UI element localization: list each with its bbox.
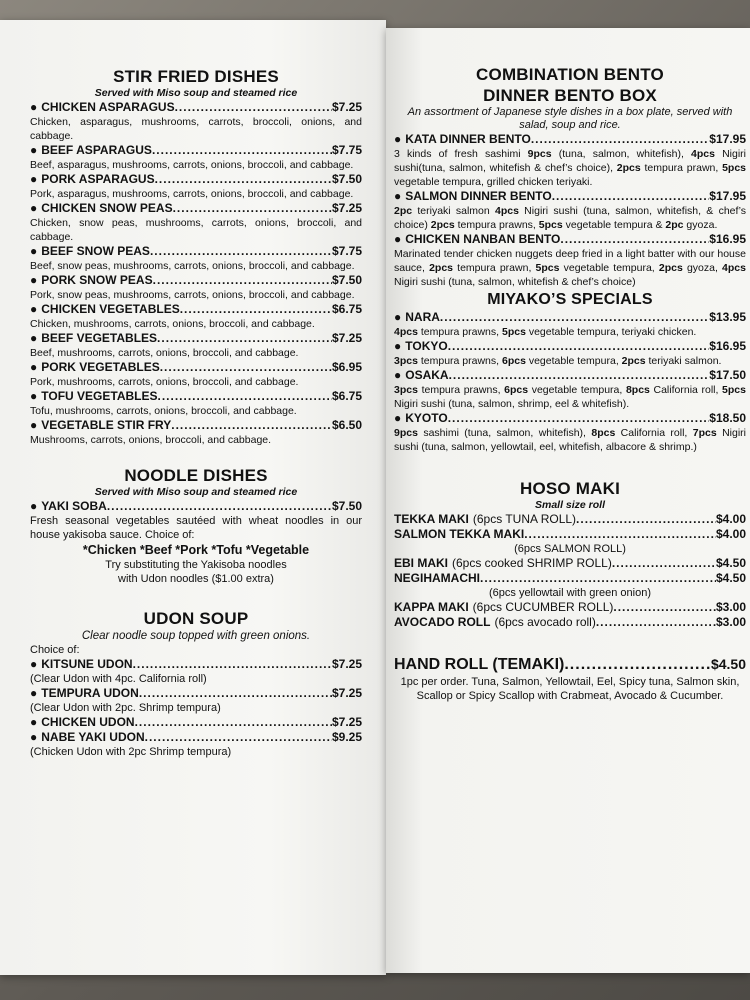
bullet-icon: ● bbox=[30, 686, 38, 700]
item-line bbox=[30, 201, 362, 216]
item-line bbox=[394, 571, 746, 586]
leader-dots bbox=[564, 655, 711, 675]
bullet-icon: ● bbox=[30, 100, 38, 114]
section-udon bbox=[30, 608, 362, 759]
item-price: $7.50 bbox=[331, 499, 362, 513]
item-description: Fresh seasonal vegetables sautéed with wheat noodles in our house yakisoba sauce. Choice of: bbox=[30, 515, 362, 541]
leader-dots bbox=[596, 615, 716, 630]
item-name: SALMON TEKKA MAKI bbox=[394, 527, 525, 541]
item-line bbox=[394, 132, 746, 147]
item-name: NEGIHAMACHI bbox=[394, 571, 480, 585]
leader-dots bbox=[560, 232, 709, 247]
item-line bbox=[394, 527, 746, 542]
section-subtitle: Served with Miso soup and steamed rice bbox=[94, 87, 298, 99]
item-name: BEEF ASPARAGUS bbox=[41, 143, 152, 157]
item-description: Mushrooms, carrots, onions, broccoli, and cabbage. bbox=[30, 434, 272, 446]
leader-dots bbox=[175, 100, 332, 115]
menu-item bbox=[30, 244, 362, 273]
item-price: $7.25 bbox=[331, 715, 362, 729]
leader-dots bbox=[449, 368, 710, 383]
item-description: Pork, snow peas, mushrooms, carrots, onions, broccoli, and cabbage. bbox=[30, 289, 355, 301]
menu-item bbox=[30, 730, 362, 759]
item-name: KITSUNE UDON bbox=[41, 657, 133, 671]
bullet-icon: ● bbox=[394, 132, 402, 146]
item-name: PORK SNOW PEAS bbox=[41, 273, 153, 287]
leader-dots bbox=[152, 143, 332, 158]
leader-dots bbox=[180, 302, 332, 317]
bullet-icon: ● bbox=[394, 232, 402, 246]
item-price: $17.50 bbox=[709, 368, 746, 382]
section-title: COMBINATION BENTO bbox=[476, 65, 664, 84]
item-price: $3.00 bbox=[715, 600, 746, 614]
section-title: MIYAKO’S SPECIALS bbox=[487, 291, 653, 308]
item-description: Pork, mushrooms, carrots, onions, broccoli, and cabbage. bbox=[30, 376, 299, 388]
bullet-icon: ● bbox=[394, 339, 402, 353]
item-name: CHICKEN VEGETABLES bbox=[41, 302, 180, 316]
item-line bbox=[394, 556, 746, 571]
item-name: NABE YAKI UDON bbox=[41, 730, 145, 744]
leader-dots bbox=[139, 686, 332, 701]
item-name: VEGETABLE STIR FRY bbox=[41, 418, 172, 432]
item-description: Chicken, asparagus, mushrooms, carrots, broccoli, onions, and cabbage. bbox=[30, 116, 362, 142]
bullet-icon: ● bbox=[30, 730, 38, 744]
item-name: AVOCADO ROLL bbox=[394, 615, 491, 629]
choice-options: *Chicken *Beef *Pork *Tofu *Vegetable bbox=[82, 543, 310, 557]
item-line bbox=[30, 730, 362, 745]
item-name: PORK VEGETABLES bbox=[41, 360, 160, 374]
left-column bbox=[30, 66, 362, 759]
item-name: NARA bbox=[405, 310, 440, 324]
section-subtitle: Served with Miso soup and steamed rice bbox=[94, 486, 298, 498]
item-name: OSAKA bbox=[405, 368, 449, 382]
menu-item bbox=[394, 310, 746, 339]
item-line bbox=[394, 189, 746, 204]
bullet-icon: ● bbox=[30, 143, 38, 157]
bento-list bbox=[394, 132, 746, 289]
item-line bbox=[394, 615, 746, 630]
leader-dots bbox=[150, 244, 332, 259]
item-line bbox=[30, 389, 362, 404]
leader-dots bbox=[576, 512, 716, 527]
leader-dots bbox=[448, 339, 710, 354]
menu-item bbox=[394, 368, 746, 411]
item-description: Beef, snow peas, mushrooms, carrots, onions, broccoli, and cabbage. bbox=[30, 260, 355, 272]
item-line bbox=[30, 331, 362, 346]
leader-dots bbox=[155, 172, 332, 187]
item-description: Pork, asparagus, mushrooms, carrots, onions, broccoli, and cabbage. bbox=[30, 188, 354, 200]
item-line bbox=[394, 339, 746, 354]
menu-item bbox=[394, 232, 746, 289]
menu-item bbox=[30, 100, 362, 143]
item-name: TOFU VEGETABLES bbox=[41, 389, 158, 403]
item-price: $17.95 bbox=[709, 132, 746, 146]
item-name: TEMPURA UDON bbox=[41, 686, 139, 700]
item-description: Beef, asparagus, mushrooms, carrots, onions, broccoli, and cabbage. bbox=[30, 159, 354, 171]
leader-dots bbox=[171, 418, 332, 433]
item-line bbox=[30, 244, 362, 259]
item-line bbox=[394, 512, 746, 527]
item-description: Tofu, mushrooms, carrots, onions, broccoli, and cabbage. bbox=[30, 405, 297, 417]
leader-dots bbox=[133, 657, 332, 672]
leader-dots bbox=[160, 360, 332, 375]
item-price: $4.50 bbox=[715, 556, 746, 570]
bullet-icon: ● bbox=[30, 273, 38, 287]
item-price: $7.75 bbox=[331, 244, 362, 258]
menu-item bbox=[30, 273, 362, 302]
leader-dots bbox=[613, 600, 716, 615]
item-name: CHICKEN UDON bbox=[41, 715, 135, 729]
section-title: UDON SOUP bbox=[143, 609, 249, 628]
bullet-icon: ● bbox=[30, 657, 38, 671]
leader-dots bbox=[448, 411, 710, 426]
bullet-icon: ● bbox=[30, 244, 38, 258]
menu-item bbox=[30, 331, 362, 360]
item-price: $4.00 bbox=[715, 512, 746, 526]
menu-item bbox=[394, 339, 746, 368]
menu-item bbox=[394, 556, 746, 571]
item-price: $4.50 bbox=[710, 656, 746, 672]
item-name: KYOTO bbox=[405, 411, 448, 425]
item-price: $7.50 bbox=[331, 172, 362, 186]
leader-dots bbox=[612, 556, 716, 571]
item-description: 4pcs tempura prawns, 5pcs vegetable tempura, teriyaki chicken. bbox=[394, 326, 697, 338]
item-name: CHICKEN NANBAN BENTO bbox=[405, 232, 561, 246]
item-name: TOKYO bbox=[405, 339, 448, 353]
item-line bbox=[30, 100, 362, 115]
item-description: 9pcs sashimi (tuna, salmon, whitefish), 8pcs California roll, 7pcs Nigiri sushi (tuna, salmon, yellowtail, eel, whitefish, albacore & shrimp.) bbox=[394, 427, 746, 453]
leader-dots bbox=[531, 132, 709, 147]
bullet-icon: ● bbox=[394, 411, 402, 425]
item-price: $7.75 bbox=[331, 143, 362, 157]
section-description: Clear noodle soup topped with green onions. bbox=[81, 630, 311, 642]
section-subtitle: Small size roll bbox=[534, 499, 606, 511]
bullet-icon: ● bbox=[30, 418, 38, 432]
bullet-icon: ● bbox=[30, 360, 38, 374]
hoso-list bbox=[394, 512, 746, 630]
bullet-icon: ● bbox=[30, 499, 38, 513]
item-price: $4.00 bbox=[715, 527, 746, 541]
menu-panel-left bbox=[0, 20, 386, 975]
menu-item bbox=[30, 201, 362, 244]
item-price: $7.25 bbox=[331, 657, 362, 671]
bullet-icon: ● bbox=[30, 302, 38, 316]
item-price: $16.95 bbox=[709, 339, 746, 353]
menu-item bbox=[394, 189, 746, 232]
item-price: $6.50 bbox=[331, 418, 362, 432]
menu-item bbox=[30, 143, 362, 172]
item-name: BEEF SNOW PEAS bbox=[41, 244, 150, 258]
item-price: $4.50 bbox=[715, 571, 746, 585]
item-name: KATA DINNER BENTO bbox=[405, 132, 531, 146]
leader-dots bbox=[157, 389, 331, 404]
udon-list bbox=[30, 657, 362, 759]
item-price: $7.25 bbox=[331, 201, 362, 215]
item-description: Beef, mushrooms, carrots, onions, broccoli, and cabbage. bbox=[30, 347, 299, 359]
note-line: with Udon noodles ($1.00 extra) bbox=[118, 573, 274, 585]
item-name: KAPPA MAKI bbox=[394, 600, 469, 614]
item-description: 3 kinds of fresh sashimi 9pcs (tuna, salmon, whitefish), 4pcs Nigiri sushi(tuna, salmon, whitefish & chef’s choice), 2pcs tempura prawn, 5pcs vegetable tempura, grilled chicken teriyaki. bbox=[394, 148, 746, 188]
leader-dots bbox=[157, 331, 332, 346]
section-title-2: DINNER BENTO BOX bbox=[483, 86, 657, 105]
item-price: $16.95 bbox=[709, 232, 746, 246]
leader-dots bbox=[173, 201, 332, 216]
item-detail: (6pcs cooked SHRIMP ROLL) bbox=[452, 556, 612, 570]
bullet-icon: ● bbox=[394, 368, 402, 382]
item-line bbox=[394, 310, 746, 325]
menu-item bbox=[394, 571, 746, 600]
item-detail: (6pcs avocado roll) bbox=[494, 615, 596, 629]
item-line bbox=[30, 686, 362, 701]
item-note: (Chicken Udon with 2pc Shrimp tempura) bbox=[30, 746, 232, 758]
note-line: Try substituting the Yakisoba noodles bbox=[105, 559, 287, 571]
item-line bbox=[394, 411, 746, 426]
item-description: Marinated tender chicken nuggets deep fried in a light batter with our house sauce, 2pcs tempura prawn, 5pcs vegetable tempura, 2pcs gyoza, 4pcs Nigiri sushi (tuna, salmon, whitefish & chef’s choice) bbox=[394, 248, 746, 288]
item-price: $3.00 bbox=[715, 615, 746, 629]
item-price: $17.95 bbox=[709, 189, 746, 203]
leader-dots bbox=[480, 571, 716, 586]
item-price: $7.50 bbox=[331, 273, 362, 287]
menu-item bbox=[30, 360, 362, 389]
item-line bbox=[30, 273, 362, 288]
menu-item bbox=[30, 172, 362, 201]
item-detail: (6pcs CUCUMBER ROLL) bbox=[472, 600, 614, 614]
item-description: 3pcs tempura prawns, 6pcs vegetable tempura, 2pcs teriyaki salmon. bbox=[394, 355, 722, 367]
item-note: (Clear Udon with 4pc. California roll) bbox=[30, 673, 207, 685]
item-price: $13.95 bbox=[709, 310, 746, 324]
stir-fried-list bbox=[30, 100, 362, 447]
item-note: (6pcs SALMON ROLL) bbox=[514, 543, 626, 555]
menu-item bbox=[30, 302, 362, 331]
item-line bbox=[30, 715, 362, 730]
leader-dots bbox=[440, 310, 709, 325]
item-price: $9.25 bbox=[331, 730, 362, 744]
item-name: BEEF VEGETABLES bbox=[41, 331, 158, 345]
item-price: $6.75 bbox=[331, 302, 362, 316]
menu-item bbox=[30, 686, 362, 715]
item-name: CHICKEN SNOW PEAS bbox=[41, 201, 173, 215]
section-description: An assortment of Japanese style dishes in a box plate, served with salad, soup and rice. bbox=[407, 106, 733, 131]
menu-item bbox=[30, 499, 362, 542]
item-description: 3pcs tempura prawns, 6pcs vegetable tempura, 8pcs California roll, 5pcs Nigiri sushi (tuna, salmon, shrimp, eel & whitefish). bbox=[394, 384, 746, 410]
section-stir-fried bbox=[30, 66, 362, 447]
item-name: CHICKEN ASPARAGUS bbox=[41, 100, 175, 114]
section-title: NOODLE DISHES bbox=[124, 466, 268, 485]
leader-dots bbox=[153, 273, 332, 288]
specials-list bbox=[394, 310, 746, 454]
menu-item bbox=[394, 132, 746, 189]
item-name: SALMON DINNER BENTO bbox=[405, 189, 552, 203]
section-noodle bbox=[30, 465, 362, 586]
menu-item bbox=[30, 389, 362, 418]
item-description: Chicken, mushrooms, carrots, onions, broccoli, and cabbage. bbox=[30, 318, 315, 330]
leader-dots bbox=[135, 715, 332, 730]
item-note: (Clear Udon with 2pc. Shrimp tempura) bbox=[30, 702, 221, 714]
item-line bbox=[30, 143, 362, 158]
item-price: $18.50 bbox=[709, 411, 746, 425]
menu-item bbox=[394, 600, 746, 615]
menu-item bbox=[30, 657, 362, 686]
leader-dots bbox=[524, 527, 716, 542]
bullet-icon: ● bbox=[394, 310, 402, 324]
item-line bbox=[30, 657, 362, 672]
item-line bbox=[30, 418, 362, 433]
item-price: $7.25 bbox=[331, 686, 362, 700]
section-specials bbox=[394, 289, 746, 454]
item-note: (6pcs yellowtail with green onion) bbox=[488, 587, 652, 599]
bullet-icon: ● bbox=[30, 715, 38, 729]
menu-item bbox=[394, 512, 746, 527]
section-title: STIR FRIED DISHES bbox=[113, 67, 279, 86]
right-column bbox=[394, 64, 746, 703]
menu-panel-right bbox=[386, 28, 750, 973]
item-line bbox=[30, 172, 362, 187]
item-description: 2pc teriyaki salmon 4pcs Nigiri sushi (tuna, salmon, whitefish, & chef’s choice) 2pcs tempura prawns, 5pcs vegetable tempura & 2pc gyoza. bbox=[394, 205, 746, 231]
item-description: Chicken, snow peas, mushrooms, carrots, onions, broccoli, and cabbage. bbox=[30, 217, 362, 243]
item-name: EBI MAKI bbox=[394, 556, 448, 570]
item-name: YAKI SOBA bbox=[41, 499, 107, 513]
item-price: $6.75 bbox=[331, 389, 362, 403]
item-line bbox=[30, 360, 362, 375]
section-title: HOSO MAKI bbox=[519, 479, 621, 498]
item-name: PORK ASPARAGUS bbox=[41, 172, 155, 186]
menu-item bbox=[30, 418, 362, 447]
menu-item bbox=[394, 615, 746, 630]
section-bento bbox=[394, 64, 746, 289]
bullet-icon: ● bbox=[30, 331, 38, 345]
item-description: 1pc per order. Tuna, Salmon, Yellowtail, Eel, Spicy tuna, Salmon skin, Scallop or Spicy Scallop with Crabmeat, Avocado & Cucumber. bbox=[400, 676, 740, 702]
leader-dots bbox=[145, 730, 332, 745]
leader-dots bbox=[552, 189, 710, 204]
section-hoso-maki bbox=[394, 478, 746, 630]
menu-item bbox=[394, 527, 746, 556]
item-line bbox=[394, 232, 746, 247]
item-line bbox=[394, 368, 746, 383]
item-price: $7.25 bbox=[331, 331, 362, 345]
item-name: HAND ROLL (TEMAKI) bbox=[394, 656, 565, 673]
item-price: $6.95 bbox=[331, 360, 362, 374]
choice-label: Choice of: bbox=[30, 644, 80, 656]
item-detail: (6pcs TUNA ROLL) bbox=[472, 512, 577, 526]
menu-item-handroll bbox=[394, 654, 746, 703]
item-line bbox=[30, 302, 362, 317]
bullet-icon: ● bbox=[394, 189, 402, 203]
bullet-icon: ● bbox=[30, 201, 38, 215]
item-name: TEKKA MAKI bbox=[394, 512, 469, 526]
menu-item bbox=[394, 411, 746, 454]
bullet-icon: ● bbox=[30, 389, 38, 403]
menu-item bbox=[30, 715, 362, 730]
leader-dots bbox=[107, 499, 332, 514]
item-price: $7.25 bbox=[331, 100, 362, 114]
item-line bbox=[394, 600, 746, 615]
bullet-icon: ● bbox=[30, 172, 38, 186]
